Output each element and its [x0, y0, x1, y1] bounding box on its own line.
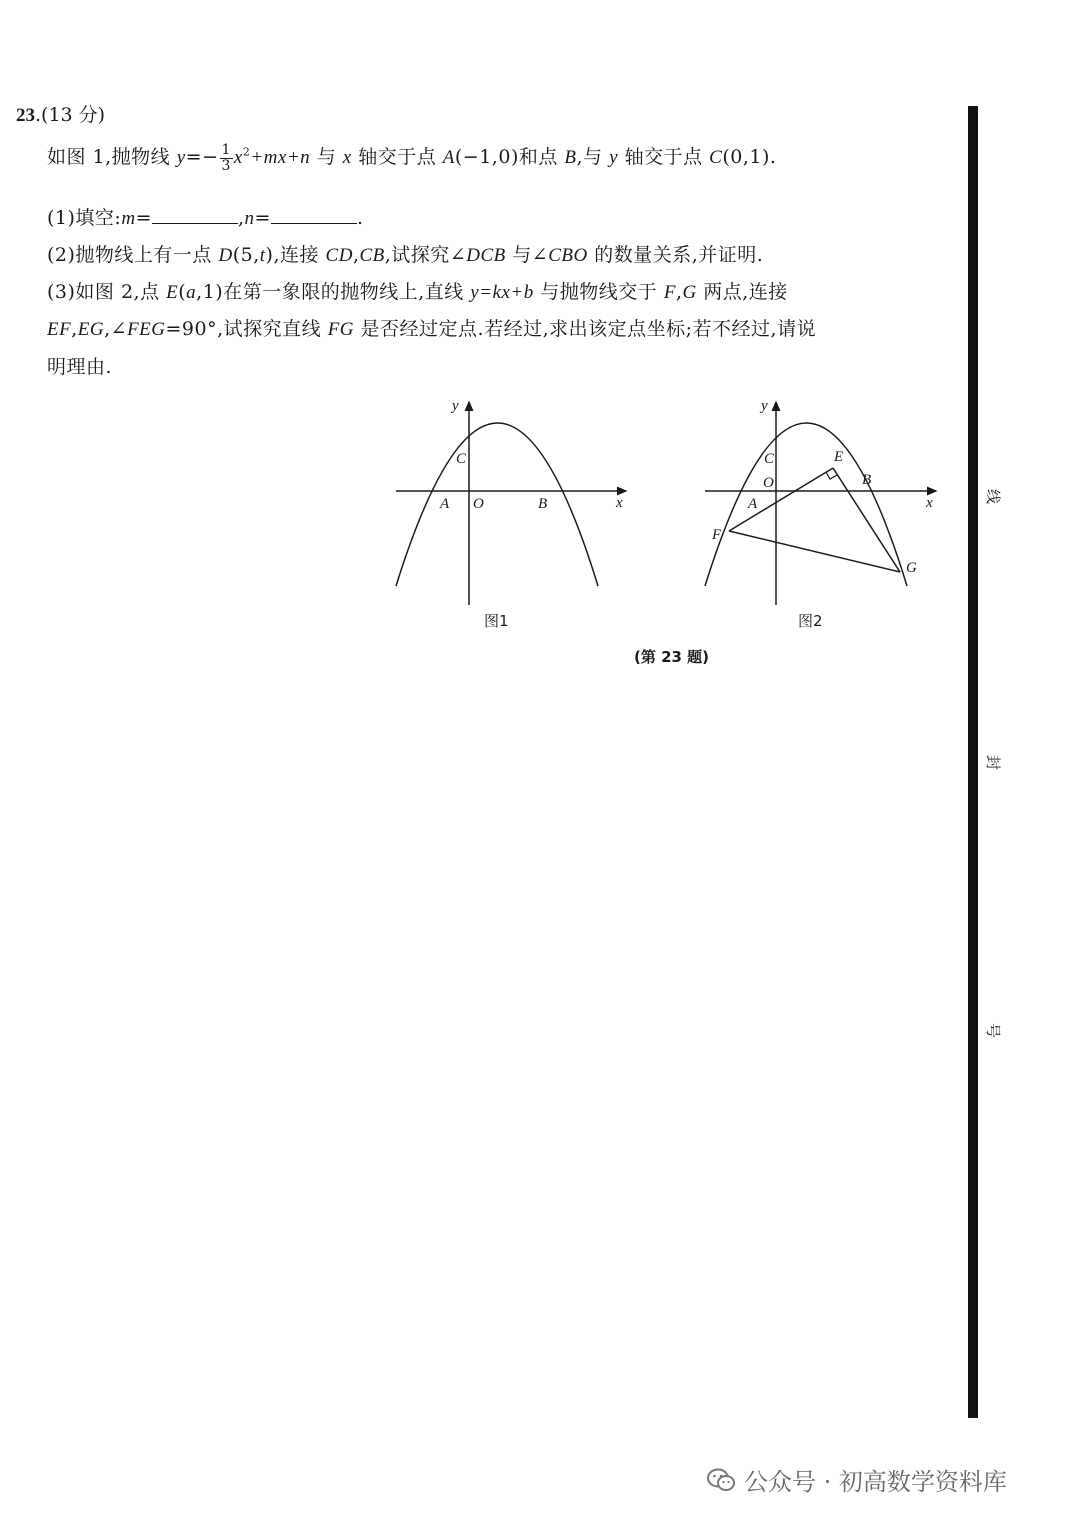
figure-2 — [705, 402, 936, 605]
label-G: G — [906, 560, 917, 576]
figure-1 — [396, 402, 626, 605]
part-3-line-3: 明理由. — [47, 356, 113, 378]
watermark — [706, 1462, 1007, 1497]
watermark-text: 公众号 · 初高数学资料库 — [744, 1468, 1007, 1496]
label-A: A — [440, 496, 450, 512]
segment-FG — [729, 531, 900, 572]
label-B: B — [538, 496, 548, 512]
answer-blank-m[interactable] — [152, 207, 238, 224]
label-C: C — [764, 451, 775, 467]
label-y: y — [761, 398, 768, 414]
label-x: x — [616, 495, 623, 511]
label-O: O — [473, 496, 484, 512]
label-B: B — [862, 472, 872, 488]
label-F: F — [712, 527, 722, 543]
answer-blank-n[interactable] — [271, 207, 357, 224]
label-A: A — [748, 496, 758, 512]
label-O: O — [763, 475, 774, 491]
figures — [380, 390, 950, 640]
margin-label-line: 线 — [984, 488, 1003, 505]
segment-EF — [729, 468, 833, 531]
part-1: (1)填空:m= ,n= . — [47, 207, 364, 229]
binding-margin-bar — [968, 106, 978, 1418]
part-2: (2)抛物线上有一点 D(5,t),连接 CD,CB,试探究∠DCB 与∠CBO 的数量关系,并证明. — [47, 244, 764, 266]
label-C: C — [456, 451, 467, 467]
figure-2-label: 图2 — [798, 612, 823, 630]
label-y: y — [452, 398, 459, 414]
question-number: 23 — [16, 105, 35, 126]
wechat-icon — [706, 1467, 736, 1493]
question-header — [16, 100, 105, 127]
part-3-line-1: (3)如图 2,点 E(a,1)在第一象限的抛物线上,直线 y=kx+b 与抛物线交于 F,G 两点,连接 — [47, 281, 788, 303]
fraction: $\frac{1}{3}$ — [221, 141, 231, 174]
right-angle-mark — [826, 472, 837, 479]
figure-1-label: 图1 — [484, 612, 509, 630]
label-x: x — [926, 495, 933, 511]
parabola — [705, 423, 907, 586]
parabola — [396, 423, 598, 586]
question-intro: 如图 1,抛物线 y=− $\frac{1}{3}$ $x^2+mx+n$ 与 x 轴交于点 A(−1,0)和点 B,与 y 轴交于点 C(0,1). — [47, 141, 777, 174]
question-score: .(13 分) — [35, 104, 106, 126]
figure-caption: (第 23 题) — [634, 648, 710, 666]
part-3-line-2: EF,EG,∠FEG=90°,试探究直线 FG 是否经过定点.若经过,求出该定点坐标;若不经过,请说 — [47, 318, 817, 340]
margin-label-number: 号 — [984, 1022, 1003, 1039]
margin-label-seal: 封 — [984, 754, 1003, 771]
label-E: E — [834, 449, 844, 465]
